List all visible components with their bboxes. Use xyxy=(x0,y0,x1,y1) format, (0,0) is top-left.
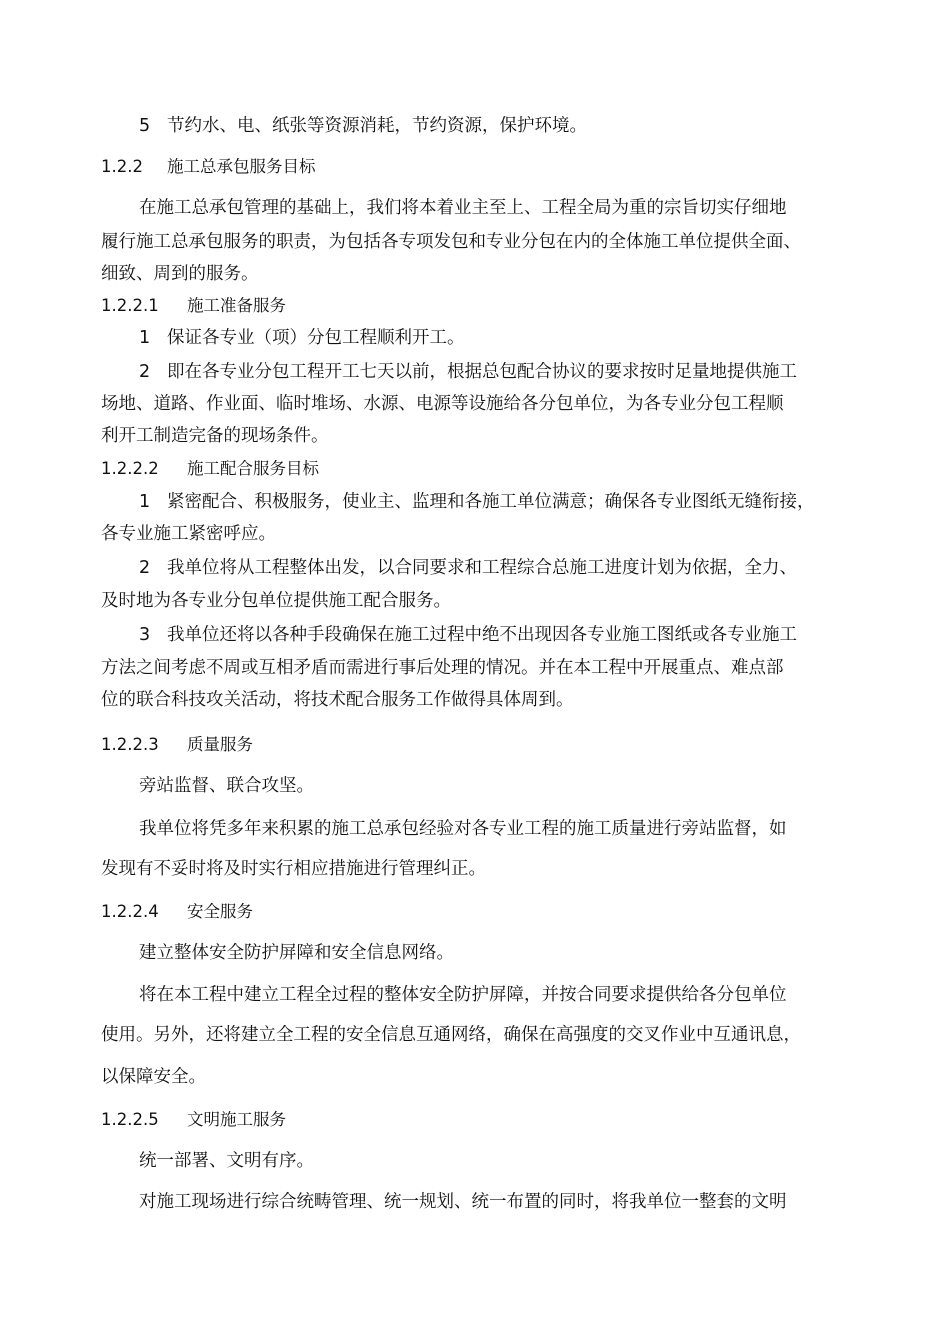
section-number: 1.2.2 xyxy=(101,157,143,176)
section-heading-1-2-2-5 xyxy=(101,1108,881,1132)
section-title: 施工配合服务目标 xyxy=(187,459,319,478)
paragraph-line: 我单位将凭多年来积累的施工总承包经验对各专业工程的施工质量进行旁站监督，如 xyxy=(139,819,787,839)
section-number: 1.2.2.3 xyxy=(101,735,159,754)
paragraph-line: 场地、道路、作业面、临时堆场、水源、电源等设施给各分包单位，为各专业分包工程顺 xyxy=(101,394,784,414)
section-number: 1.2.2.1 xyxy=(101,296,159,315)
section-number: 1.2.2.5 xyxy=(101,1110,159,1129)
list-item-number: 1 xyxy=(139,492,151,512)
paragraph-line: 旁站监督、联合攻坚。 xyxy=(139,776,314,796)
section-heading-1-2-2-1 xyxy=(101,294,881,318)
section-heading-1-2-2-4 xyxy=(101,900,881,924)
paragraph-text: 保证各专业（项）分包工程顺利开工。 xyxy=(167,328,465,348)
section-heading-1-2-2-2 xyxy=(101,457,881,481)
list-item-number: 1 xyxy=(139,328,151,348)
list-item xyxy=(139,623,881,647)
list-item xyxy=(139,326,881,350)
list-item xyxy=(139,490,881,514)
paragraph-line: 建立整体安全防护屏障和安全信息网络。 xyxy=(139,943,454,963)
paragraph-text: 即在各专业分包工程开工七天以前，根据总包配合协议的要求按时足量地提供施工 xyxy=(167,362,797,382)
list-item-number: 5 xyxy=(139,116,151,136)
paragraph-line: 统一部署、文明有序。 xyxy=(139,1151,314,1171)
paragraph-text: 我单位还将以各种手段确保在施工过程中绝不出现因各专业施工图纸或各专业施工 xyxy=(167,625,797,645)
section-heading-1-2-2-3 xyxy=(101,733,881,757)
list-item-number: 3 xyxy=(139,625,151,645)
section-title: 文明施工服务 xyxy=(187,1110,286,1129)
section-title: 施工准备服务 xyxy=(187,296,286,315)
paragraph-line: 将在本工程中建立工程全过程的整体安全防护屏障，并按合同要求提供给各分包单位 xyxy=(139,985,787,1005)
paragraph-line: 在施工总承包管理的基础上，我们将本着业主至上、工程全局为重的宗旨切实仔细地 xyxy=(139,198,787,218)
paragraph-text: 节约水、电、纸张等资源消耗，节约资源，保护环境。 xyxy=(167,116,587,136)
paragraph-line: 及时地为各专业分包单位提供施工配合服务。 xyxy=(101,591,451,611)
paragraph-line: 以保障安全。 xyxy=(101,1067,206,1087)
paragraph-line: 发现有不妥时将及时实行相应措施进行管理纠正。 xyxy=(101,859,486,879)
paragraph-line: 履行施工总承包服务的职责，为包括各专项发包和专业分包在内的全体施工单位提供全面、 xyxy=(101,232,801,252)
section-title: 安全服务 xyxy=(187,902,253,921)
section-number: 1.2.2.4 xyxy=(101,902,159,921)
paragraph-line: 使用。另外，还将建立全工程的安全信息互通网络，确保在高强度的交叉作业中互通讯息， xyxy=(101,1025,801,1045)
list-item xyxy=(139,360,881,384)
paragraph-line: 对施工现场进行综合统畴管理、统一规划、统一布置的同时，将我单位一整套的文明 xyxy=(139,1192,787,1212)
section-heading-1-2-2 xyxy=(101,155,881,179)
list-item xyxy=(139,556,881,580)
list-item xyxy=(139,114,881,138)
paragraph-text: 我单位将从工程整体出发，以合同要求和工程综合总施工进度计划为依据，全力、 xyxy=(167,558,797,578)
paragraph-line: 各专业施工紧密呼应。 xyxy=(101,524,276,544)
paragraph-line: 方法之间考虑不周或互相矛盾而需进行事后处理的情况。并在本工程中开展重点、难点部 xyxy=(101,658,784,678)
list-item-number: 2 xyxy=(139,558,151,578)
paragraph-line: 细致、周到的服务。 xyxy=(101,264,259,284)
paragraph-line: 利开工制造完备的现场条件。 xyxy=(101,426,329,446)
section-number: 1.2.2.2 xyxy=(101,459,159,478)
list-item-number: 2 xyxy=(139,362,151,382)
section-title: 施工总承包服务目标 xyxy=(167,157,316,176)
paragraph-text: 紧密配合、积极服务，使业主、监理和各施工单位满意；确保各专业图纸无缝衔接， xyxy=(167,492,815,512)
paragraph-line: 位的联合科技攻关活动，将技术配合服务工作做得具体周到。 xyxy=(101,690,574,710)
section-title: 质量服务 xyxy=(187,735,253,754)
